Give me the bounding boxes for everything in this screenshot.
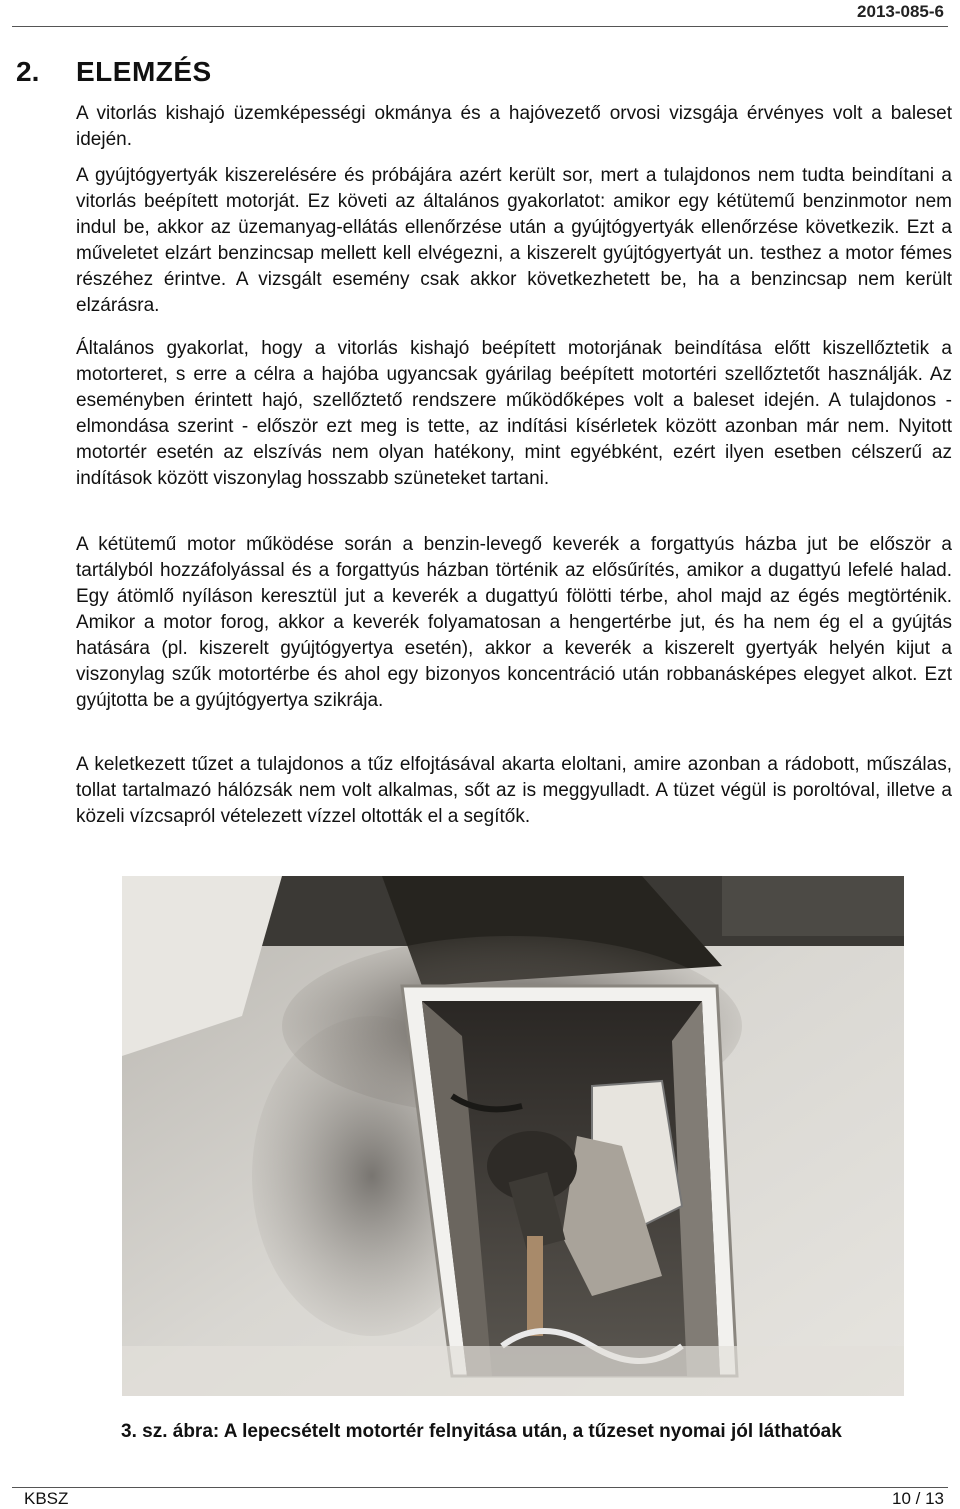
engine-compartment-photo bbox=[122, 876, 904, 1396]
section-number: 2. bbox=[16, 56, 40, 87]
body-text-2 bbox=[76, 336, 952, 502]
footer-rule bbox=[12, 1487, 948, 1488]
figure-photo bbox=[122, 876, 904, 1396]
body-text-4 bbox=[76, 752, 952, 840]
header-doc-id: 2013-085-6 bbox=[857, 2, 944, 21]
footer-page-number: 10 / 13 bbox=[892, 1489, 944, 1508]
paragraph: A gyújtógyertyák kiszerelésére és próbájára azért került sor, mert a tulajdonos nem tudta beindítani a vitorlás beépített motorját. Ez követi az általános gyakorlatot: amikor egy kétütemű benzinmotor nem indul be, akkor az üzemanyag-ellátás ellenőrzése után a gyújtógyertyák ellenőrzése következik. Ezt a műveletet elzárt benzincsap mellett kell elvégezni, a kiszerelt gyújtógyertyát un. testhez a motor fémes részéhez érintve. A vizsgált esemény csak akkor következhetett be, ha a benzincsap nem került elzárásra. bbox=[76, 165, 952, 316]
paragraph: A keletkezett tűzet a tulajdonos a tűz elfojtásával akarta eloltani, amire azonban a rádobott, műszálas, tollat tartalmazó hálózsák nem volt alkalmas, sőt az is meggyulladt. A tüzet végül is poroltóval, illetve a közeli vízcsapról vételezett vízzel oltották el a segítők. bbox=[76, 754, 952, 827]
section-title: ELEMZÉS bbox=[76, 56, 212, 87]
header-rule bbox=[12, 26, 948, 27]
paragraph: A kétütemű motor működése során a benzin-levegő keverék a forgattyús házba jut be először a tartályból hozzáfolyással és a forgattyús házban történik az elősűrítés, amikor a dugattyú lefelé halad. Egy átömlő nyíláson keresztül jut a keverék a dugattyú fölötti térbe, ahol majd az égés megtörténik. Amikor a motor forog, akkor a keverék folyamatosan a hengertérbe jut, és ha nem ég el a gyújtás hatására (pl. kiszerelt gyújtógyertya esetén), akkor a keverék a kiszerelt gyertyák helyén kijut a viszonylag szűk motortérbe és ahol egy bizonyos koncentráció után robbanásképes elegyet alkot. Ezt gyújtotta be a gyújtógyertya szikrája. bbox=[76, 534, 952, 711]
paragraph: Általános gyakorlat, hogy a vitorlás kishajó beépített motorjának beindítása előtt kiszellőztetik a motorteret, s erre a célra a hajóba ugyancsak gyárilag beépített motortéri szellőztetőt használják. Az eseményben érintett hajó, szellőztető rendszere működőképes volt a baleset idején. A tulajdonos - elmondása szerint - először ezt meg is tette, az indítási kísérletek között azonban már nem. Nyitott motortér esetén az elszívás nem olyan hatékony, mint egyébként, ezért ilyen esetben célszerű az indítások között viszonylag hosszabb szüneteket tartani. bbox=[76, 338, 952, 489]
body-text-3 bbox=[76, 532, 952, 724]
footer-org: KBSZ bbox=[24, 1489, 69, 1508]
figure-caption: 3. sz. ábra: A lepecsételt motortér felnyitása után, a tűzeset nyomai jól láthatóak bbox=[121, 1421, 842, 1442]
paragraph: A vitorlás kishajó üzemképességi okmánya és a hajóvezető orvosi vizsgája érvényes volt a baleset idején. bbox=[76, 103, 952, 150]
body-text-1 bbox=[76, 101, 952, 329]
